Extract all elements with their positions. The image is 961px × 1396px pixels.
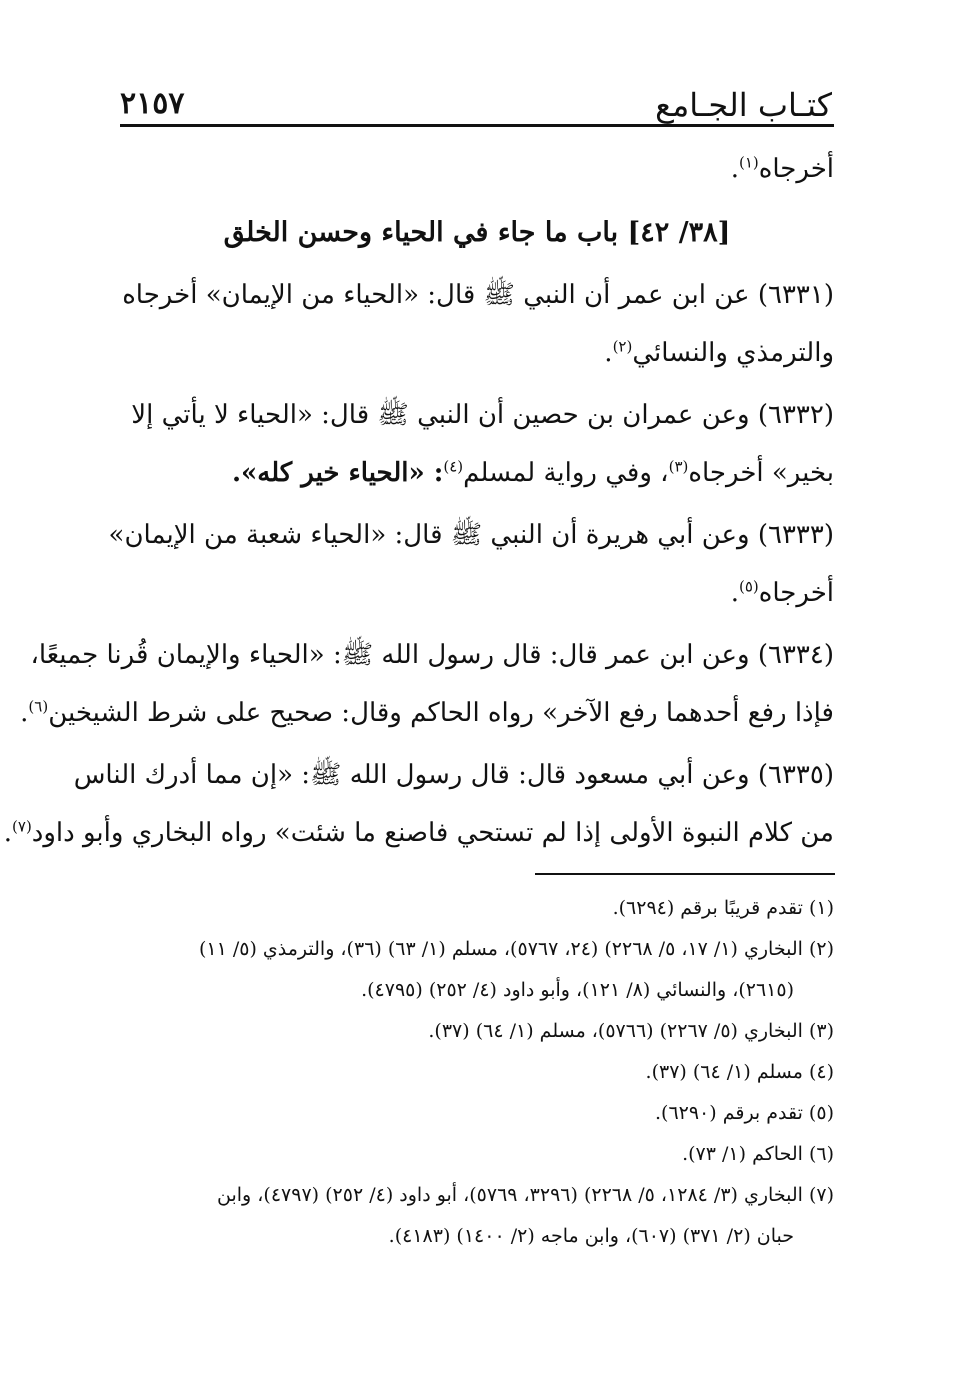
header-rule: [120, 124, 834, 127]
footnote-ref: (٤): [443, 457, 464, 476]
period: .: [20, 698, 29, 728]
footnote-4: (٤) مسلم (١/ ٦٤) (٣٧).: [645, 1061, 834, 1083]
hadith-text: بخير» أخرجاه: [688, 458, 834, 488]
hadith-text: أخرجاه: [758, 578, 834, 608]
footnote-2-cont: (٢٦١٥)، والنسائي (٨/ ١٢١)، وأبو داود (٤/ ٢٥٢) (٤٧٩٥).: [361, 979, 794, 1001]
hadith-line: (٦٣٣١) عن ابن عمر أن النبي ﷺ قال: «الحياء من الإيمان» أخرجاه: [122, 280, 834, 310]
hadith-6333: [108, 506, 834, 622]
footnote-3: (٣) البخاري (٥/ ٢٢٦٧) (٥٧٦٦)، مسلم (١/ ٦٤) (٣٧).: [428, 1020, 834, 1042]
hadith-line: (٦٣٣٤) وعن ابن عمر قال: قال رسول الله ﷺ: «الحياء والإيمان قُرنا جميعًا،: [30, 640, 834, 670]
footnote-ref: (١): [738, 153, 759, 172]
hadith-text: ، وفي رواية لمسلم: [463, 458, 669, 488]
hadith-line: (٦٣٣٥) وعن أبي مسعود قال: قال رسول الله ﷺ: «إن مما أدرك الناس: [73, 760, 834, 790]
hadith-line: [3, 804, 834, 862]
hadith-line: [20, 684, 834, 742]
hadith-6332: [120, 386, 834, 502]
hadith-6334: [20, 626, 834, 742]
hadith-text: من كلام النبوة الأولى إذا لم تستحي فاصنع ما شئت» رواه البخاري وأبو داود: [31, 818, 834, 848]
hadith-6335: [3, 746, 834, 862]
footnotes: [120, 888, 834, 1257]
footnote-ref: (٦): [28, 697, 49, 716]
footnote-6: (٦) الحاكم (١/ ٧٣).: [682, 1143, 834, 1165]
hadith-text: فإذا رفع أحدهما رفع الآخر» رواه الحاكم وقال: صحيح على شرط الشيخين: [48, 698, 834, 728]
hadith-line: [120, 324, 834, 382]
page-number: ٢١٥٧: [120, 86, 185, 121]
footnote-2: (٢) البخاري (١/ ١٧، ٥/ ٢٢٦٨) (٢٤، ٥٧٦٧)، مسلم (١/ ٦٣) (٣٦)، والترمذي (٥/ ١١): [198, 938, 834, 960]
hadith-line: [120, 444, 834, 502]
hadith-text: : «الحياء خير كله».: [231, 458, 444, 488]
period: .: [730, 578, 739, 608]
section-heading: [٣٨/ ٤٢] باب ما جاء في الحياء وحسن الخلق: [223, 217, 731, 248]
hadith-line: [120, 564, 834, 622]
footnote-7: (٧) البخاري (٣/ ١٢٨٤، ٥/ ٢٢٦٨) (٣٢٩٦، ٥٧٦٩)، أبو داود (٤/ ٢٥٢) (٤٧٩٧)، وابن: [217, 1184, 834, 1206]
footnote-1: (١) تقدم قريبًا برقم (٦٢٩٤).: [612, 897, 834, 919]
hadith-6331: [120, 266, 834, 382]
footnote-rule: [535, 873, 835, 875]
hadith-text: والترمذي والنسائي: [632, 338, 834, 368]
period: .: [3, 818, 13, 848]
footnote-ref: (٥): [738, 577, 759, 596]
period: .: [604, 338, 613, 368]
intro-text: أخرجاه: [758, 154, 834, 184]
intro-line: [120, 140, 834, 198]
footnote-ref: (٧): [12, 817, 32, 836]
footnote-ref: (٣): [668, 457, 689, 476]
footnote-5: (٥) تقدم برقم (٦٢٩٠).: [654, 1102, 834, 1124]
main-text: [3, 140, 834, 866]
footnote-ref: (٢): [612, 337, 633, 356]
footnote-7-cont: حبان (٢/ ٣٧١) (٦٠٧)، وابن ماجه (٢/ ١٤٠٠) (٤١٨٣).: [388, 1225, 794, 1247]
hadith-line: (٦٣٣٢) وعن عمران بن حصين أن النبي ﷺ قال: «الحياء لا يأتي إلا: [131, 400, 834, 430]
page-header: [120, 86, 832, 124]
period: .: [730, 154, 739, 184]
hadith-line: (٦٣٣٣) وعن أبي هريرة أن النبي ﷺ قال: «الحياء شعبة من الإيمان»: [108, 520, 834, 550]
book-title: كتـاب الجـامع: [655, 86, 832, 124]
